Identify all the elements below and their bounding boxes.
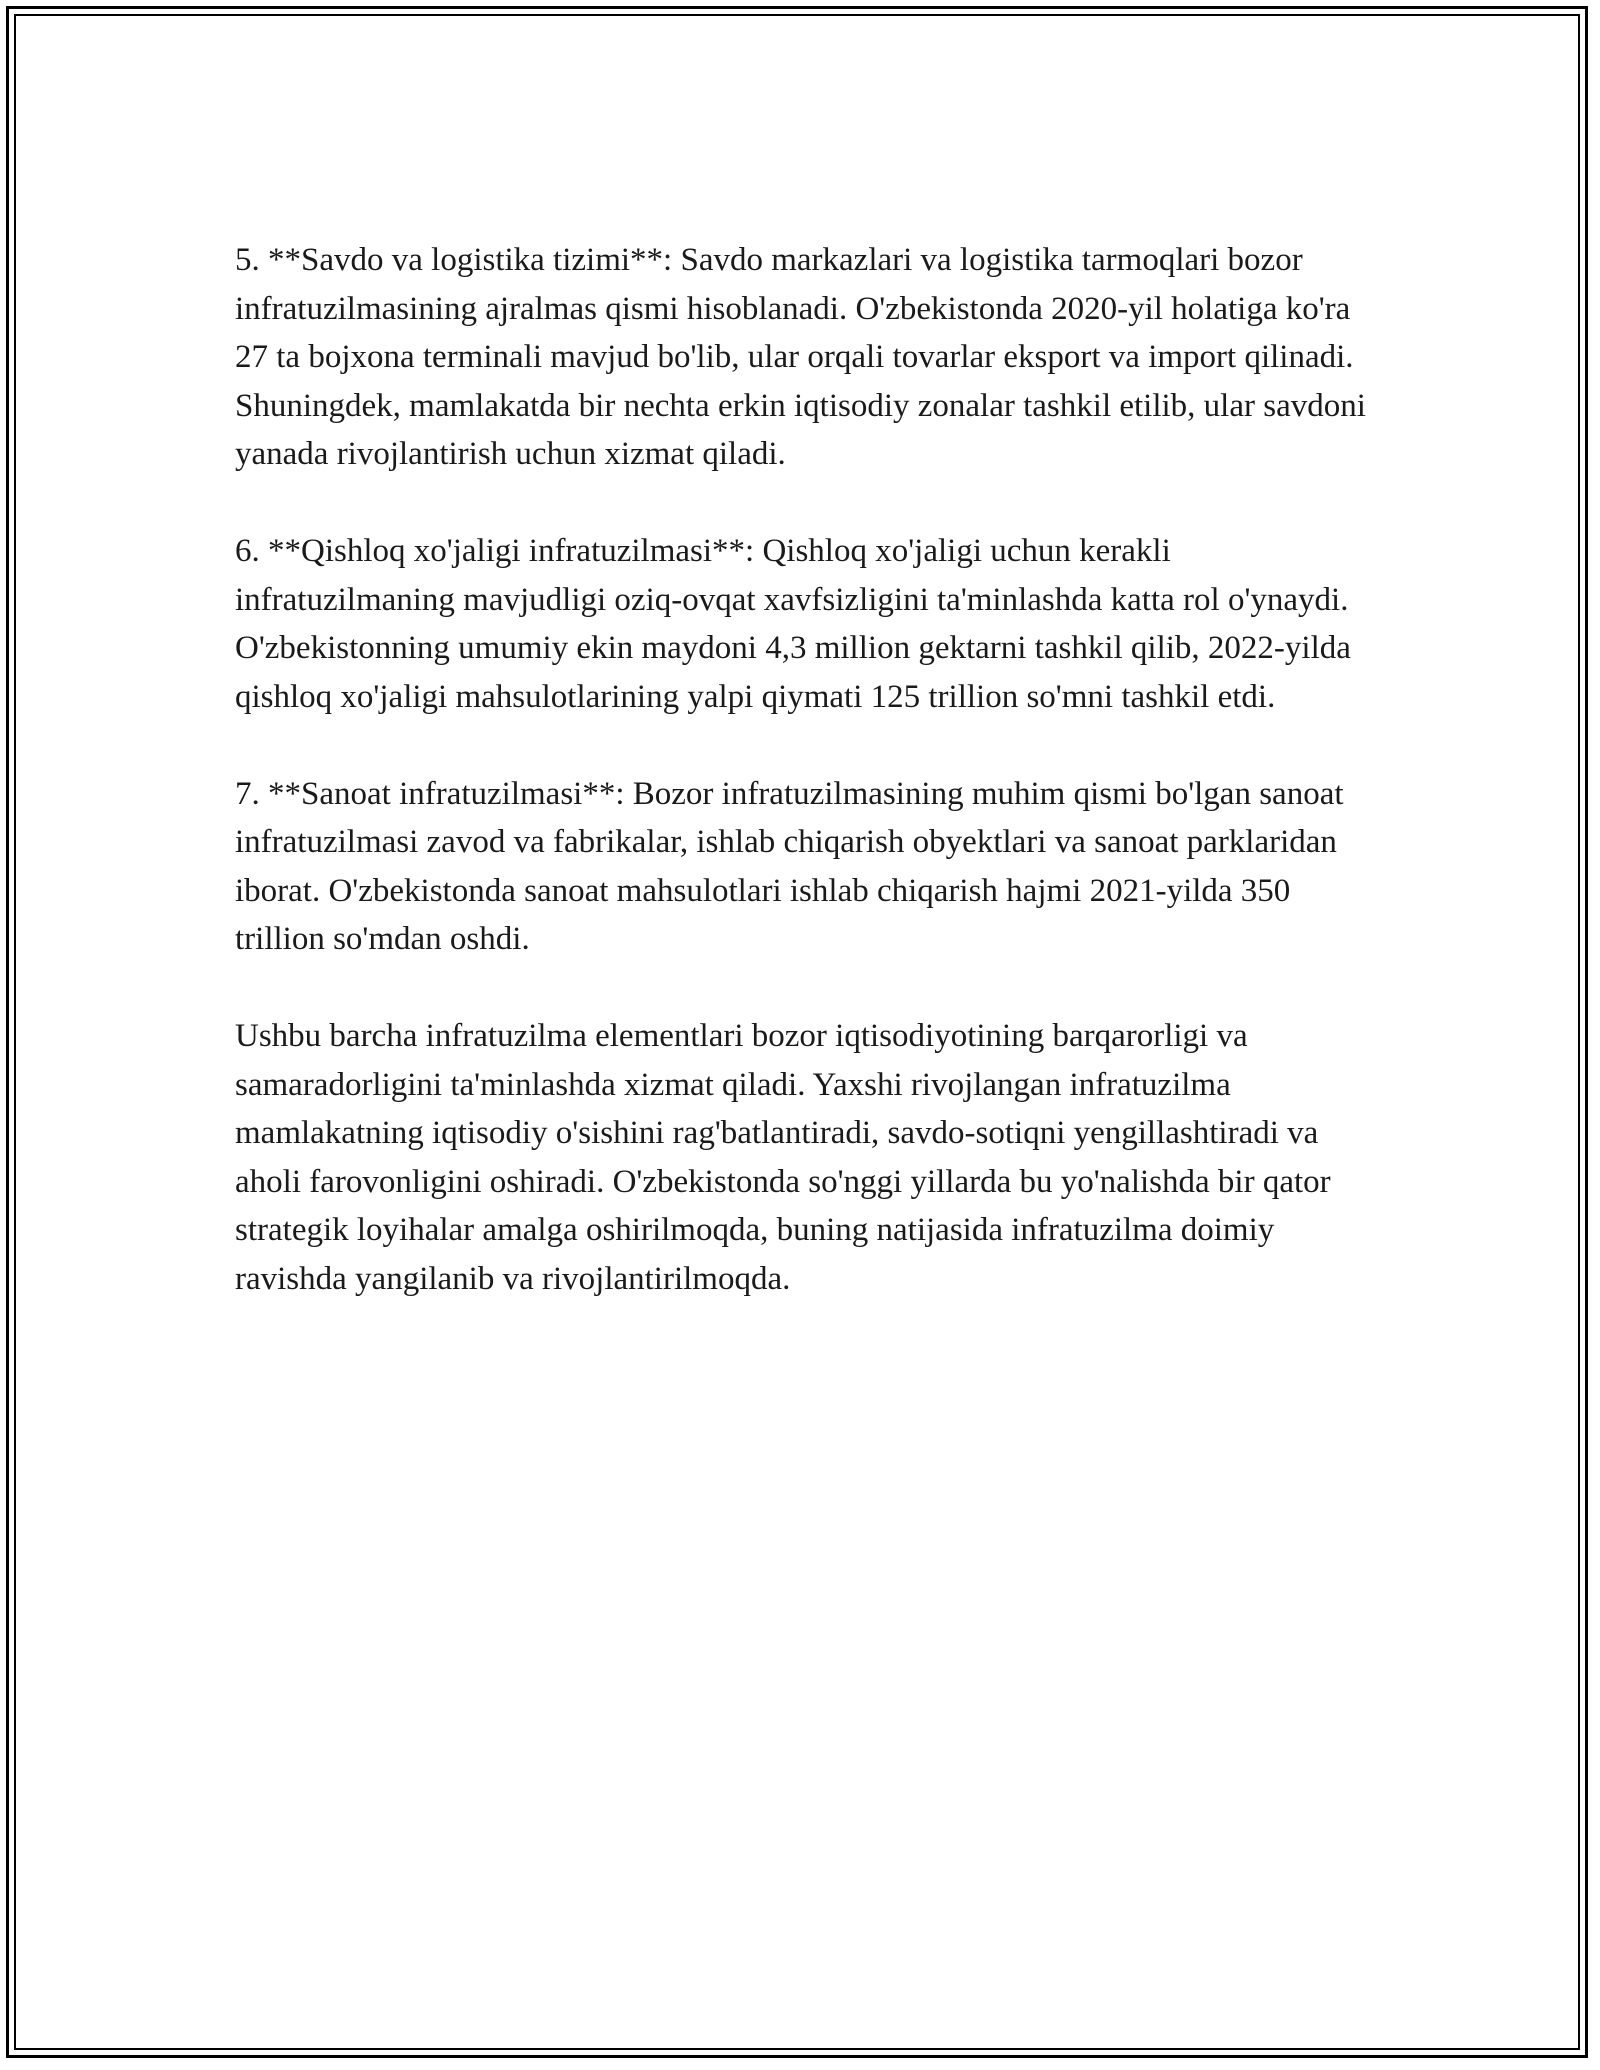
paragraph-industry: 7. **Sanoat infratuzilmasi**: Bozor infratuzilmasining muhim qismi bo'lgan sanoat infratuzilmasi zavod va fabrikalar, ishlab chiqarish obyektlari va sanoat parklaridan iborat. O'zbekistonda sanoat mahsulotlari ishlab chiqarish hajmi 2021-yilda 350 trillion so'mdan oshdi. bbox=[235, 775, 1344, 957]
paragraph-conclusion: Ushbu barcha infratuzilma elementlari bozor iqtisodiyotining barqarorligi va samaradorligini ta'minlashda xizmat qiladi. Yaxshi rivojlangan infratuzilma mamlakatning iqtisodiy o'sishini rag'batlantiradi, savdo-sotiqni yengillashtiradi va aholi farovonligini oshiradi. O'zbekistonda so'nggi yillarda bu yo'nalishda bir qator strategik loyihalar amalga oshirilmoqda, buning natijasida infratuzilma doimiy ravishda yangilanib va rivojlantirilmoqda. bbox=[235, 1018, 1331, 1297]
document-body bbox=[235, 236, 1385, 1352]
paragraph-trade-logistics: 5. **Savdo va logistika tizimi**: Savdo markazlari va logistika tarmoqlari bozor infratuzilmasining ajralmas qismi hisoblanadi. O'zbekistonda 2020-yil holatiga ko'ra 27 ta bojxona terminali mavjud bo'lib, ular orqali tovarlar eksport va import qilinadi. Shuningdek, mamlakatda bir nechta erkin iqtisodiy zonalar tashkil etilib, ular savdoni yanada rivojlantirish uchun xizmat qiladi. bbox=[235, 242, 1366, 472]
paragraph-agriculture: 6. **Qishloq xo'jaligi infratuzilmasi**: Qishloq xo'jaligi uchun kerakli infratuzilmaning mavjudligi oziq-ovqat xavfsizligini ta'minlashda katta rol o'ynaydi. O'zbekistonning umumiy ekin maydoni 4,3 million gektarni tashkil qilib, 2022-yilda qishloq xo'jaligi mahsulotlarining yalpi qiymati 125 trillion so'mni tashkil etdi. bbox=[235, 533, 1351, 715]
